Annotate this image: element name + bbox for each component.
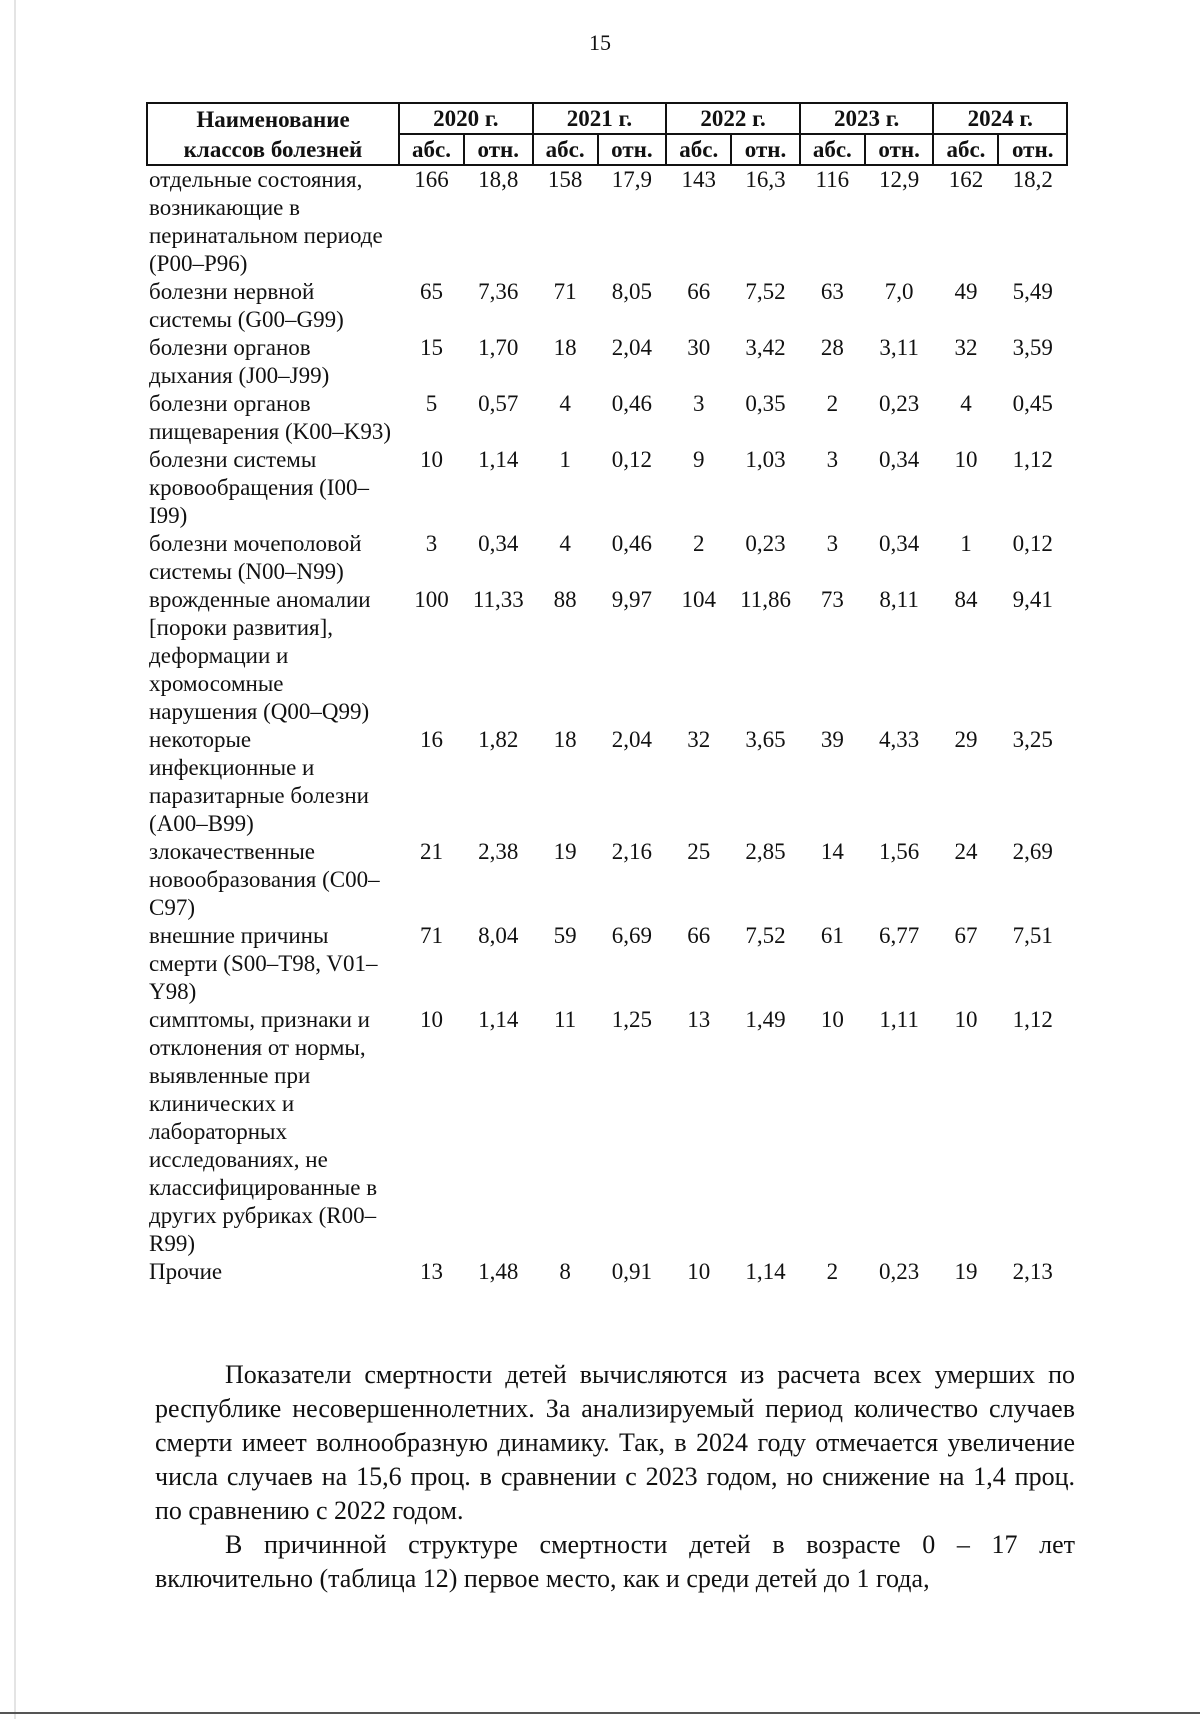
cell-value: 2 [826, 1259, 839, 1284]
cell-value: 16,3 [745, 167, 786, 192]
cell-value: 11 [554, 1007, 577, 1032]
cell-value: 166 [414, 167, 449, 192]
header-abs: абс. [533, 134, 598, 165]
scan-edge-bottom [0, 1712, 1200, 1714]
cell-value: 84 [954, 587, 978, 612]
cell-value: 10 [420, 1007, 443, 1032]
cell-value: 104 [681, 587, 716, 612]
cell-value: 19 [954, 1259, 978, 1284]
scan-edge-left [14, 0, 16, 1719]
cell-value: 19 [553, 839, 577, 864]
cell-value: 162 [948, 167, 984, 192]
cell-value: 1 [559, 447, 571, 472]
cell-value: 7,36 [478, 279, 519, 304]
disease-class-name: болезни системы кровообращения (I00–I99) [149, 447, 369, 528]
header-abs: абс. [800, 134, 865, 165]
header-rel: отн. [598, 134, 667, 165]
cell-value: 4 [559, 531, 571, 556]
cell-value: 10 [954, 447, 978, 472]
cell-value: 14 [820, 839, 844, 864]
cell-value: 63 [820, 279, 844, 304]
cell-value: 10 [687, 1259, 711, 1284]
cell-value: 1,14 [478, 1007, 519, 1032]
cell-value: 0,23 [879, 391, 920, 416]
cell-value: 10 [954, 1007, 978, 1032]
cell-value: 2,04 [611, 727, 653, 752]
cell-value: 0,23 [745, 531, 786, 556]
cell-value: 73 [820, 587, 844, 612]
disease-class-name: Прочие [149, 1259, 223, 1284]
cell-value: 1,14 [745, 1259, 786, 1284]
cell-value: 5,49 [1012, 279, 1053, 304]
cell-value: 71 [420, 923, 443, 948]
cell-value: 2,04 [611, 335, 653, 360]
cell-value: 1,56 [879, 839, 920, 864]
cell-value: 8,05 [611, 279, 653, 304]
cell-value: 4 [559, 391, 571, 416]
cell-value: 2,38 [478, 839, 519, 864]
disease-class-name: болезни органов дыхания (J00–J99) [149, 335, 330, 388]
cell-value: 8 [559, 1259, 571, 1284]
cell-value: 0,35 [745, 391, 786, 416]
cell-value: 21 [420, 839, 443, 864]
cell-value: 18,8 [478, 167, 519, 192]
paragraph-2 [155, 1528, 1075, 1596]
header-year-2024: 2024 г. [933, 103, 1067, 134]
table-row [147, 1258, 1067, 1286]
cell-value: 2,85 [745, 839, 786, 864]
cell-value: 8,11 [879, 587, 919, 612]
cell-value: 88 [553, 587, 577, 612]
cell-value: 71 [553, 279, 577, 304]
cell-value: 9,41 [1012, 587, 1053, 612]
table-header [147, 103, 1067, 165]
cell-value: 13 [687, 1007, 711, 1032]
disease-class-name: симптомы, признаки и отклонения от нормы, выявленные при клинических и лабораторных исследованиях, не классифицированные в других рубриках (R00–R99) [149, 1007, 378, 1256]
cell-value: 1,70 [478, 335, 519, 360]
cell-value: 7,51 [1012, 923, 1053, 948]
header-year-2021: 2021 г. [533, 103, 667, 134]
cell-value: 1,12 [1012, 1007, 1053, 1032]
header-rel: отн. [731, 134, 800, 165]
cell-value: 66 [687, 923, 711, 948]
cell-value: 32 [954, 335, 978, 360]
disease-class-name: некоторые инфекционные и паразитарные болезни (A00–B99) [149, 727, 369, 836]
cell-value: 29 [954, 727, 978, 752]
header-rel: отн. [865, 134, 934, 165]
mortality-table [146, 102, 1068, 1286]
cell-value: 3,42 [745, 335, 786, 360]
cell-value: 4,33 [879, 727, 920, 752]
cell-value: 13 [420, 1259, 443, 1284]
cell-value: 15 [420, 335, 443, 360]
cell-value: 0,57 [478, 391, 519, 416]
cell-value: 1,12 [1012, 447, 1053, 472]
cell-value: 5 [425, 391, 438, 416]
cell-value: 6,77 [879, 923, 920, 948]
cell-value: 1,48 [478, 1259, 519, 1284]
cell-value: 0,34 [478, 531, 519, 556]
cell-value: 0,46 [611, 531, 653, 556]
header-year-2023: 2023 г. [800, 103, 934, 134]
table-row [147, 446, 1067, 530]
paragraph-text: В причинной структуре смертности детей в возрасте 0 – 17 лет включительно (таблица 12) первое место, как и среди детей до 1 года, [155, 1530, 1075, 1593]
cell-value: 1,82 [478, 727, 519, 752]
cell-value: 18,2 [1012, 167, 1053, 192]
paragraph-1 [155, 1358, 1075, 1528]
cell-value: 3,65 [745, 727, 786, 752]
cell-value: 66 [687, 279, 711, 304]
cell-value: 3 [826, 531, 839, 556]
cell-value: 59 [553, 923, 577, 948]
cell-value: 8,04 [478, 923, 519, 948]
cell-value: 1,03 [745, 447, 786, 472]
cell-value: 0,34 [879, 447, 920, 472]
header-name-line2: классов болезней [147, 134, 399, 165]
header-name-line1: Наименование [147, 103, 399, 134]
header-abs: абс. [666, 134, 731, 165]
cell-value: 28 [820, 335, 844, 360]
table-row [147, 165, 1067, 278]
cell-value: 0,12 [1012, 531, 1053, 556]
cell-value: 2,69 [1012, 839, 1053, 864]
header-abs: абс. [933, 134, 998, 165]
table-row [147, 922, 1067, 1006]
cell-value: 61 [820, 923, 844, 948]
table-row [147, 838, 1067, 922]
cell-value: 143 [681, 167, 716, 192]
cell-value: 10 [420, 447, 443, 472]
disease-class-name: болезни мочеполовой системы (N00–N99) [149, 531, 362, 584]
header-abs: абс. [399, 134, 464, 165]
cell-value: 2 [826, 391, 839, 416]
cell-value: 7,52 [745, 923, 786, 948]
cell-value: 25 [687, 839, 711, 864]
cell-value: 2 [692, 531, 705, 556]
table-row [147, 726, 1067, 838]
cell-value: 17,9 [611, 167, 653, 192]
cell-value: 3 [425, 531, 438, 556]
cell-value: 18 [553, 727, 577, 752]
cell-value: 3,59 [1012, 335, 1053, 360]
cell-value: 1,25 [611, 1007, 653, 1032]
cell-value: 65 [420, 279, 443, 304]
cell-value: 7,52 [745, 279, 786, 304]
cell-value: 3 [692, 391, 705, 416]
cell-value: 39 [820, 727, 844, 752]
cell-value: 3,25 [1012, 727, 1053, 752]
cell-value: 116 [815, 167, 850, 192]
cell-value: 7,0 [884, 279, 914, 304]
paragraph-text: Показатели смертности детей вычисляются из расчета всех умерших по республике несовершеннолетних. За анализируемый период количество случаев смерти имеет волнообразную динамику. Так, в 2024 году отмечается увеличение числа случаев на 15,6 проц. в сравнении с 2023 годом, но снижение на 1,4 проц. по сравнению с 2022 годом. [155, 1360, 1075, 1525]
cell-value: 6,69 [611, 923, 653, 948]
cell-value: 30 [687, 335, 711, 360]
cell-value: 4 [960, 391, 972, 416]
header-year-2022: 2022 г. [666, 103, 800, 134]
cell-value: 3 [826, 447, 839, 472]
table-row [147, 586, 1067, 726]
header-rel: отн. [998, 134, 1067, 165]
cell-value: 0,46 [611, 391, 653, 416]
disease-class-name: злокачественные новообразования (C00–C97) [149, 839, 380, 920]
cell-value: 10 [820, 1007, 844, 1032]
cell-value: 18 [553, 335, 577, 360]
cell-value: 12,9 [879, 167, 920, 192]
table-row [147, 390, 1067, 446]
cell-value: 0,34 [879, 531, 920, 556]
disease-class-name: болезни органов пищеварения (K00–K93) [149, 391, 391, 444]
cell-value: 9 [692, 447, 705, 472]
disease-class-name: врожденные аномалии [пороки развития], деформации и хромосомные нарушения (Q00–Q99) [149, 587, 371, 724]
page-number: 15 [589, 30, 611, 55]
cell-value: 16 [420, 727, 443, 752]
cell-value: 0,12 [611, 447, 653, 472]
cell-value: 32 [687, 727, 711, 752]
cell-value: 24 [954, 839, 978, 864]
table-row [147, 530, 1067, 586]
header-year-2020: 2020 г. [399, 103, 533, 134]
cell-value: 1 [960, 531, 972, 556]
cell-value: 1,14 [478, 447, 519, 472]
table-row [147, 278, 1067, 334]
table-row [147, 1006, 1067, 1258]
cell-value: 9,97 [611, 587, 653, 612]
cell-value: 2,13 [1012, 1259, 1053, 1284]
cell-value: 67 [954, 923, 978, 948]
cell-value: 49 [954, 279, 978, 304]
cell-value: 0,23 [879, 1259, 920, 1284]
cell-value: 2,16 [611, 839, 653, 864]
cell-value: 1,11 [879, 1007, 919, 1032]
cell-value: 11,33 [472, 587, 524, 612]
cell-value: 11,86 [740, 587, 791, 612]
header-rel: отн. [464, 134, 533, 165]
cell-value: 158 [547, 167, 583, 192]
disease-class-name: болезни нервной системы (G00–G99) [149, 279, 344, 332]
cell-value: 0,91 [611, 1259, 653, 1284]
cell-value: 0,45 [1012, 391, 1053, 416]
cell-value: 3,11 [879, 335, 919, 360]
cell-value: 100 [414, 587, 449, 612]
cell-value: 1,49 [745, 1007, 786, 1032]
disease-class-name: отдельные состояния, возникающие в перинатальном периоде (P00–P96) [149, 167, 383, 276]
table-row [147, 334, 1067, 390]
disease-class-name: внешние причины смерти (S00–T98, V01–Y98) [149, 923, 378, 1004]
